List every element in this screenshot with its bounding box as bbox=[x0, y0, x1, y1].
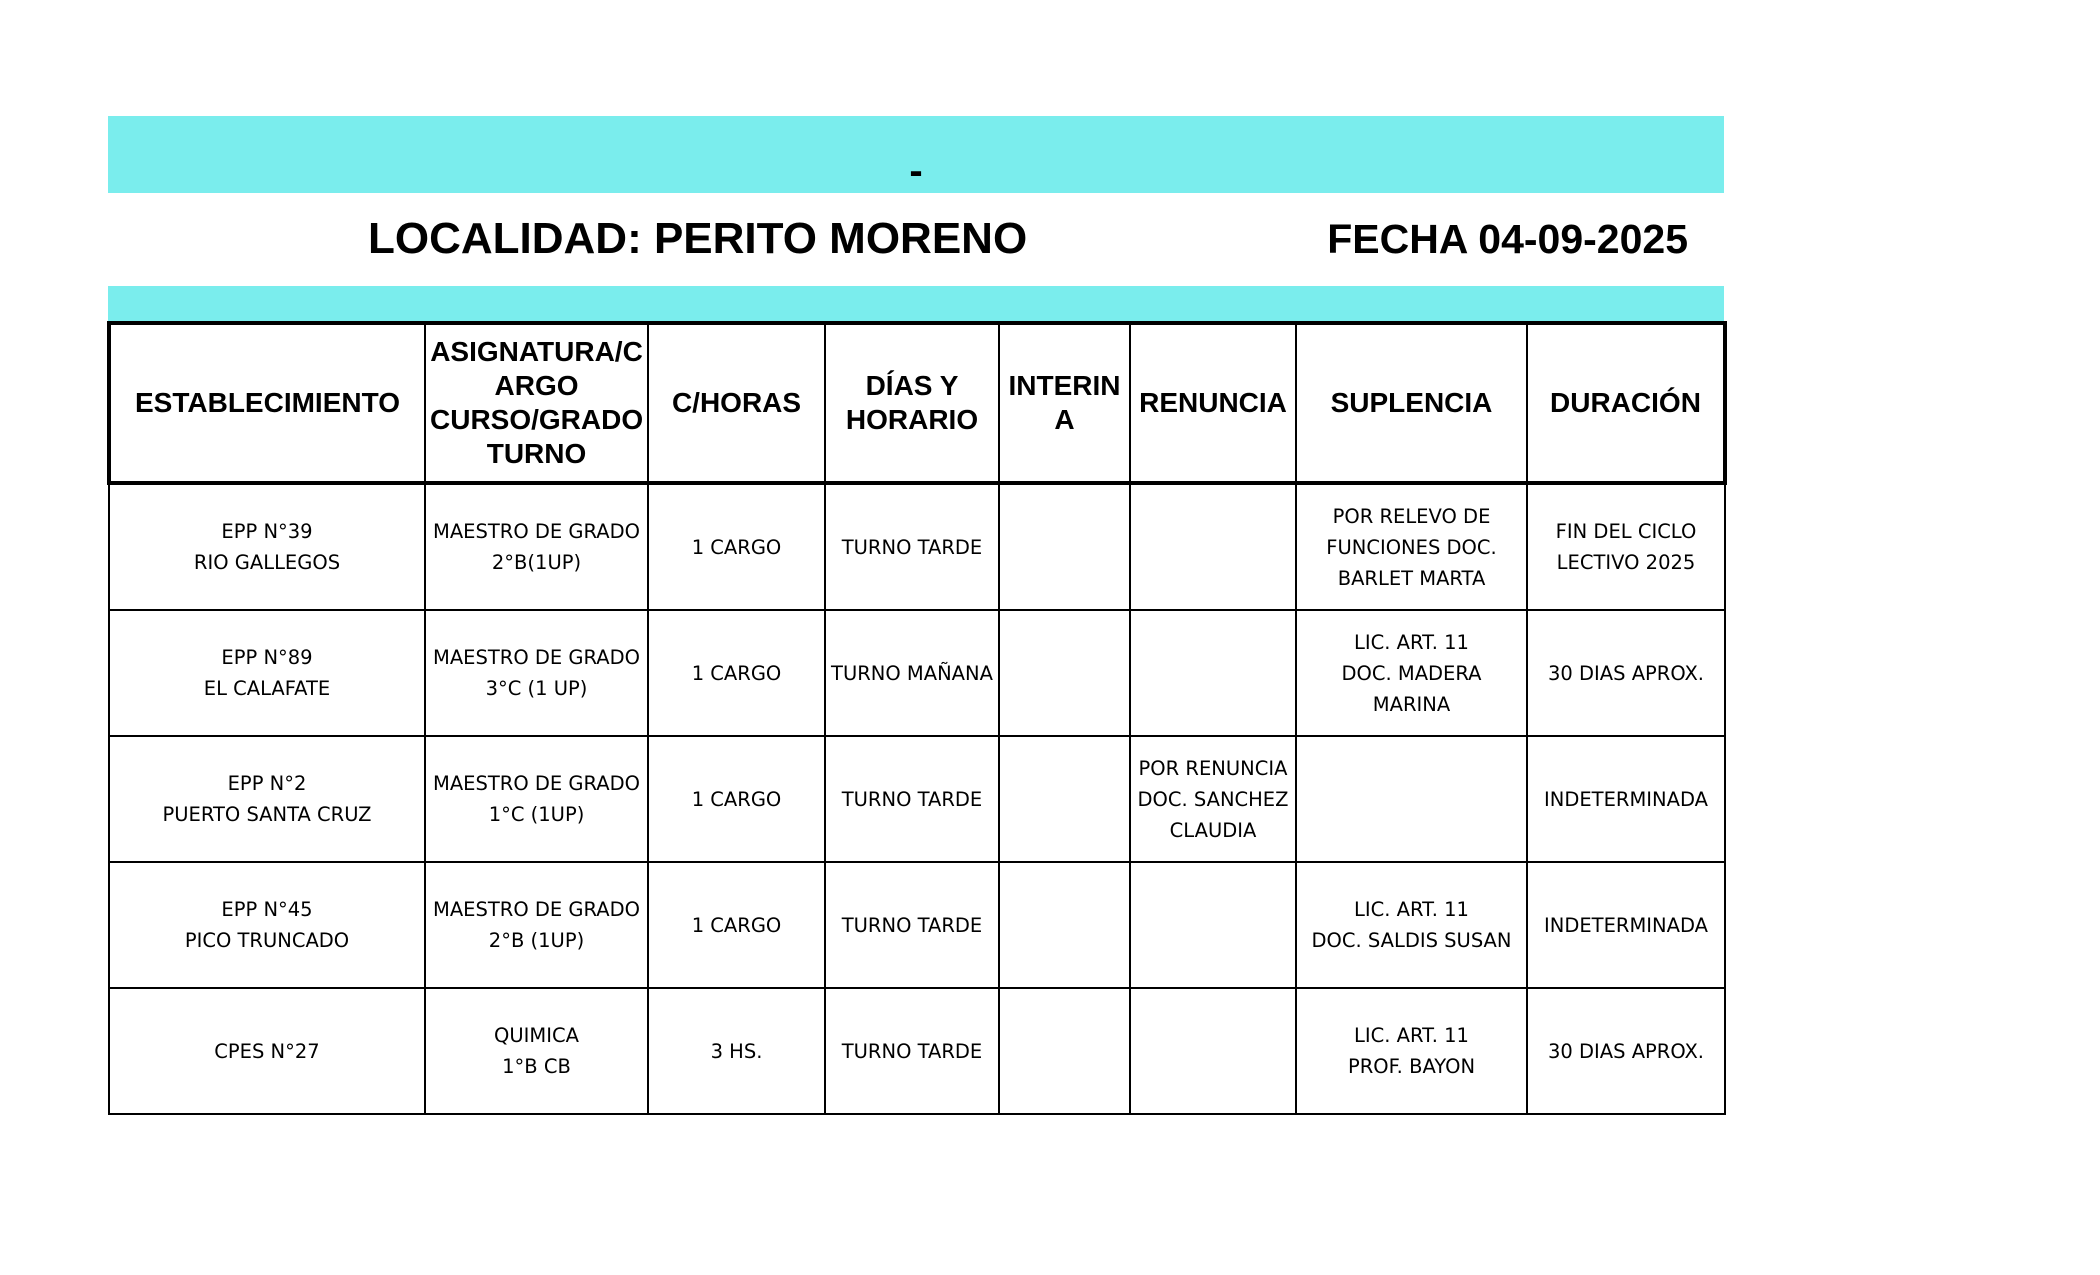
cell-line: 30 DIAS APROX. bbox=[1548, 1039, 1704, 1063]
cell-interina bbox=[999, 862, 1130, 988]
cell-suplencia bbox=[1296, 610, 1527, 736]
column-header-line: CURSO/GRADO bbox=[430, 404, 644, 435]
cell-duracion bbox=[1527, 610, 1725, 736]
header-band-text: - bbox=[909, 149, 923, 193]
column-header-asignatura bbox=[425, 323, 648, 483]
column-header-line: C/HORAS bbox=[671, 387, 802, 418]
cell-horas bbox=[648, 610, 825, 736]
cell-line: DOC. SALDIS SUSAN bbox=[1311, 929, 1512, 952]
cell-line: PICO TRUNCADO bbox=[184, 929, 350, 952]
cell-line: QUIMICA bbox=[494, 1024, 579, 1047]
column-header-line: SUPLENCIA bbox=[1330, 387, 1493, 418]
cell-suplencia bbox=[1296, 862, 1527, 988]
locality-title: LOCALIDAD: PERITO MORENO bbox=[368, 214, 1028, 263]
cell-horario bbox=[825, 862, 999, 988]
cell-interina bbox=[999, 610, 1130, 736]
cell-line: MAESTRO DE GRADO bbox=[433, 520, 640, 543]
cell-line: 1°B CB bbox=[502, 1055, 571, 1078]
cell-asignatura bbox=[425, 988, 648, 1114]
cell-line: LIC. ART. 11 bbox=[1354, 1024, 1469, 1047]
cell-line: POR RENUNCIA bbox=[1138, 756, 1288, 780]
cell-line: 2°B (1UP) bbox=[488, 929, 585, 952]
cell-line: MAESTRO DE GRADO bbox=[433, 646, 640, 669]
column-header-line: ASIGNATURA/C bbox=[430, 336, 643, 367]
cell-renuncia bbox=[1130, 988, 1296, 1114]
cell-line: TURNO TARDE bbox=[841, 535, 983, 559]
cell-line: MARINA bbox=[1372, 692, 1451, 716]
cell-duracion bbox=[1527, 988, 1725, 1114]
column-header-duracion bbox=[1527, 323, 1725, 483]
cell-establecimiento bbox=[109, 483, 425, 610]
cell-line: EPP N°2 bbox=[227, 772, 307, 795]
cell-line: 3°C (1 UP) bbox=[485, 677, 588, 700]
column-header-renuncia bbox=[1130, 323, 1296, 483]
column-header-suplencia bbox=[1296, 323, 1527, 483]
cell-line: 1 CARGO bbox=[691, 535, 782, 559]
column-header-interina bbox=[999, 323, 1130, 483]
cell-suplencia bbox=[1296, 736, 1527, 862]
header-band-top bbox=[108, 116, 1724, 193]
column-header-line: A bbox=[1054, 404, 1075, 435]
cell-line: 3 HS. bbox=[710, 1039, 763, 1063]
column-header-line: DURACIÓN bbox=[1550, 387, 1701, 418]
cell-horario bbox=[825, 610, 999, 736]
column-header-line: INTERIN bbox=[1008, 370, 1121, 401]
cell-line: EPP N°39 bbox=[221, 520, 313, 543]
cell-renuncia bbox=[1130, 483, 1296, 610]
column-header-line: TURNO bbox=[486, 438, 587, 469]
cell-horas bbox=[648, 736, 825, 862]
cell-renuncia bbox=[1130, 862, 1296, 988]
cell-establecimiento bbox=[109, 736, 425, 862]
date-label: FECHA 04-09-2025 bbox=[1327, 216, 1688, 262]
cell-line: 1 CARGO bbox=[691, 787, 782, 811]
column-header-line: HORARIO bbox=[845, 404, 979, 435]
cell-renuncia bbox=[1130, 736, 1296, 862]
cell-asignatura bbox=[425, 862, 648, 988]
cell-line: DOC. SANCHEZ bbox=[1137, 787, 1289, 811]
cell-line: FUNCIONES DOC. bbox=[1326, 535, 1497, 559]
column-header-line: ARGO bbox=[494, 370, 579, 401]
cell-line: MAESTRO DE GRADO bbox=[433, 772, 640, 795]
cell-line: BARLET MARTA bbox=[1337, 566, 1486, 590]
cell-line: TURNO TARDE bbox=[841, 913, 983, 937]
table-row bbox=[109, 483, 1725, 610]
cell-renuncia bbox=[1130, 610, 1296, 736]
title-row bbox=[108, 193, 1724, 286]
cell-line: LECTIVO 2025 bbox=[1556, 551, 1696, 574]
cell-horas bbox=[648, 483, 825, 610]
cell-line: CPES N°27 bbox=[214, 1039, 320, 1063]
cell-horas bbox=[648, 988, 825, 1114]
cell-line: LIC. ART. 11 bbox=[1354, 898, 1469, 921]
cell-line: TURNO MAÑANA bbox=[831, 661, 993, 685]
cell-horario bbox=[825, 988, 999, 1114]
column-header-horario bbox=[825, 323, 999, 483]
cell-line: DOC. MADERA bbox=[1341, 661, 1482, 685]
cell-line: 1°C (1UP) bbox=[488, 803, 585, 826]
cell-line: PUERTO SANTA CRUZ bbox=[162, 803, 372, 826]
table-row bbox=[109, 736, 1725, 862]
column-header-line: ESTABLECIMIENTO bbox=[135, 387, 400, 418]
cell-line: CLAUDIA bbox=[1169, 818, 1257, 842]
cell-line: TURNO TARDE bbox=[841, 1039, 983, 1063]
column-header-line: RENUNCIA bbox=[1139, 387, 1287, 418]
cell-line: 1 CARGO bbox=[691, 661, 782, 685]
cell-duracion bbox=[1527, 736, 1725, 862]
cell-suplencia bbox=[1296, 988, 1527, 1114]
cell-line: INDETERMINADA bbox=[1544, 787, 1708, 811]
cell-horario bbox=[825, 736, 999, 862]
cell-line: INDETERMINADA bbox=[1544, 913, 1708, 937]
cell-asignatura bbox=[425, 736, 648, 862]
table-row bbox=[109, 610, 1725, 736]
cell-suplencia bbox=[1296, 483, 1527, 610]
column-header-horas bbox=[648, 323, 825, 483]
cell-line: 2°B(1UP) bbox=[491, 551, 582, 574]
cell-line: EPP N°45 bbox=[221, 898, 313, 921]
cell-interina bbox=[999, 736, 1130, 862]
cell-line: POR RELEVO DE bbox=[1332, 504, 1491, 528]
cell-line: 1 CARGO bbox=[691, 913, 782, 937]
cell-line: RIO GALLEGOS bbox=[193, 551, 341, 574]
cell-duracion bbox=[1527, 483, 1725, 610]
cell-interina bbox=[999, 483, 1130, 610]
cell-line: LIC. ART. 11 bbox=[1354, 630, 1469, 654]
cell-line: TURNO TARDE bbox=[841, 787, 983, 811]
cell-line: EPP N°89 bbox=[221, 646, 313, 669]
cell-line: PROF. BAYON bbox=[1347, 1055, 1476, 1078]
table-body bbox=[109, 483, 1725, 1114]
cell-horario bbox=[825, 483, 999, 610]
cell-establecimiento bbox=[109, 610, 425, 736]
cell-interina bbox=[999, 988, 1130, 1114]
cell-asignatura bbox=[425, 483, 648, 610]
cell-asignatura bbox=[425, 610, 648, 736]
cell-establecimiento bbox=[109, 988, 425, 1114]
vacancies-table bbox=[107, 321, 1727, 1115]
cell-line: EL CALAFATE bbox=[203, 677, 331, 700]
header-band-bottom bbox=[108, 286, 1724, 322]
column-header-line: DÍAS Y bbox=[865, 370, 959, 401]
cell-duracion bbox=[1527, 862, 1725, 988]
cell-line: 30 DIAS APROX. bbox=[1548, 661, 1704, 685]
column-header-establecimiento bbox=[109, 323, 425, 483]
table-row bbox=[109, 988, 1725, 1114]
cell-line: FIN DEL CICLO bbox=[1555, 520, 1697, 543]
table-row bbox=[109, 862, 1725, 988]
cell-line: MAESTRO DE GRADO bbox=[433, 898, 640, 921]
table-header-row bbox=[109, 323, 1725, 483]
cell-establecimiento bbox=[109, 862, 425, 988]
cell-horas bbox=[648, 862, 825, 988]
